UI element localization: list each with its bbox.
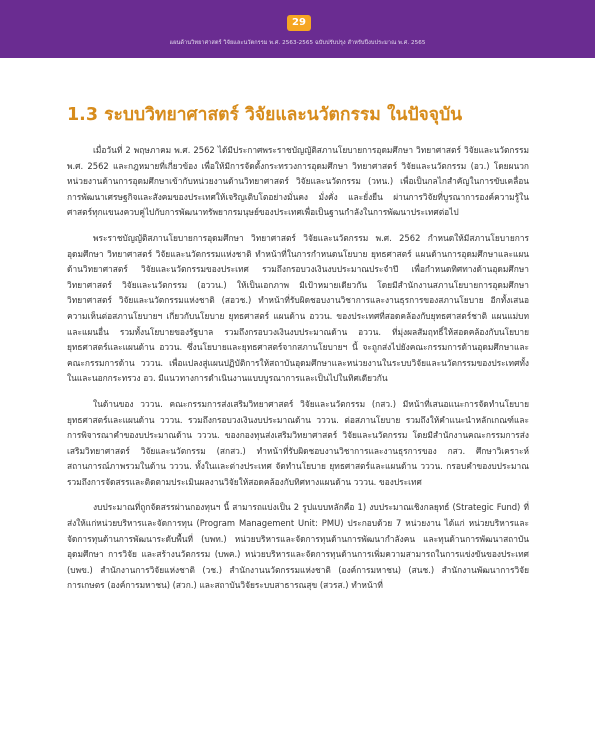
section-title: 1.3 ระบบวิทยาศาสตร์ วิจัยและนวัตกรรม ในปัจจุบัน — [67, 105, 463, 125]
page-number-badge: 29 — [287, 15, 311, 31]
document-body — [67, 143, 529, 604]
body-paragraph: เมื่อวันที่ 2 พฤษภาคม พ.ศ. 2562 ได้มีประกาศพระราชบัญญัติสภานโยบายการอุดมศึกษา วิทยาศาสตร์ วิจัยและนวัตกรรม พ.ศ. 2562 และกฎหมายที่เกี่ยวข้อง เพื่อให้มีการจัดตั้งกระทรวงการอุดมศึกษา วิทยาศาสตร์ วิจัยและนวัตกรรม (อว.) โดยผนวกหน่วยงานด้านการอุดมศึกษาเข้ากับหน่วยงานด้านวิทยาศาสตร์ วิจัยและนวัตกรรม (วทน.) เพื่อเป็นกลไกสำคัญในการขับเคลื่อนการพัฒนาเศรษฐกิจและสังคมของประเทศให้เจริญเติบโตอย่างมั่นคง มั่งคั่ง และยั่งยืน ผ่านการวิจัยที่บูรณาการองค์ความรู้ในศาสตร์ทุกแขนงควบคู่ไปกับการพัฒนาทรัพยากรมนุษย์ของประเทศเพื่อเป็นฐานกำลังในการพัฒนาประเทศต่อไป — [67, 145, 529, 218]
body-paragraph: ในด้านของ วววน. คณะกรรมการส่งเสริมวิทยาศาสตร์ วิจัยและนวัตกรรม (กสว.) มีหน้าที่เสนอแนะการจัดทำนโยบาย ยุทธศาสตร์และแผนด้าน วววน. รวมถึงกรอบวงเงินงบประมาณด้าน วววน. ต่อสภานโยบาย รวมถึงให้คำแนะนำหลักเกณฑ์และการพิจารณาคำของบประมาณด้าน วววน. ของกองทุนส่งเสริมวิทยาศาสตร์ วิจัยและนวัตกรรม โดยมีสำนักงานคณะกรรมการส่งเสริมวิทยาศาสตร์ วิจัยและนวัตกรรม (สกสว.) ทำหน้าที่รับผิดชอบงานวิชาการและงานธุรการของ กสว. ศึกษาวิเคราะห์สถานการณ์ภาพรวมในด้าน วววน. ทั้งในและต่างประเทศ จัดทำนโยบาย ยุทธศาสตร์และแผนด้าน วววน. กรอบคำของบประมาณ รวมถึงการจัดสรรและติดตามประเมินผลงานวิจัยให้สอดคล้องกับทิศทางแผนด้าน วววน. ของประเทศ — [67, 398, 529, 487]
body-paragraph: พระราชบัญญัติสภานโยบายการอุดมศึกษา วิทยาศาสตร์ วิจัยและนวัตกรรม พ.ศ. 2562 กำหนดให้มีสภานโยบายการอุดมศึกษา วิทยาศาสตร์ วิจัยและนวัตกรรมแห่งชาติ ทำหน้าที่ในการกำหนดนโยบาย ยุทธศาสตร์ แผนด้านการอุดมศึกษาและแผนด้านวิทยาศาสตร์ วิจัยและนวัตกรรมของประเทศ รวมถึงกรอบวงเงินงบประมาณประจำปี เพื่อกำหนดทิศทางด้านอุดมศึกษา วิทยาศาสตร์ วิจัยและนวัตกรรม (อววน.) ให้เป็นเอกภาพ มีเป้าหมายเดียวกัน โดยมีสำนักงานสภานโยบายการอุดมศึกษา วิทยาศาสตร์ วิจัยและนวัตกรรมแห่งชาติ (สอวช.) ทำหน้าที่รับผิดชอบงานวิชาการและงานธุรการของสภานโยบาย อีกทั้งเสนอความเห็นต่อสภานโยบายฯ เกี่ยวกับนโยบาย ยุทธศาสตร์ แผนด้าน อววน. ของประเทศที่สอดคล้องกับยุทธศาสตร์ชาติ แผนแม่บทและแผนอื่น รวมทั้งนโยบายของรัฐบาล รวมถึงกรอบวงเงินงบประมาณด้าน อววน. ที่มุ่งผลสัมฤทธิ์ให้สอดคล้องกับนโยบาย ยุทธศาสตร์และแผนด้าน อววน. ซึ่งนโยบายและยุทธศาสตร์จากสภานโยบายฯ นี้ จะถูกส่งไปยังคณะกรรมการด้านอุดมศึกษาและคณะกรรมการด้าน วววน. เพื่อแปลงสู่แผนปฏิบัติการให้สถาบันอุดมศึกษาและหน่วยงานในระบบวิจัยและนวัตกรรมของประเทศทั้งในและนอกกระทรวง อว. มีแนวทางการดำเนินงานแบบบูรณาการและเป็นไปในทิศเดียวกัน — [67, 232, 529, 384]
page-header-band — [0, 0, 595, 58]
body-paragraph: งบประมาณที่ถูกจัดสรรผ่านกองทุนฯ นี้ สามารถแบ่งเป็น 2 รูปแบบหลักคือ 1) งบประมาณเชิงกลยุทธ์ (Strategic Fund) ที่ส่งให้แก่หน่วยบริหารและจัดการทุน (Program Management Unit: PMU) ประกอบด้วย 7 หน่วยงาน ได้แก่ หน่วยบริหารและจัดการทุนด้านการพัฒนาระดับพื้นที่ (บพท.) หน่วยบริหารและจัดการทุนด้านการพัฒนากำลังคน และทุนด้านการพัฒนาสถาบันอุดมศึกษา การวิจัย และสร้างนวัตกรรม (บพค.) หน่วยบริหารและจัดการทุนด้านการเพิ่มความสามารถในการแข่งขันของประเทศ (บพข.) สำนักงานการวิจัยแห่งชาติ (วช.) สำนักงานนวัตกรรมแห่งชาติ (องค์การมหาชน) (สนช.) สำนักงานพัฒนาการวิจัยการเกษตร (องค์การมหาชน) (สวก.) และสถาบันวิจัยระบบสาธารณสุข (สวรส.) ทำหน้าที่ — [67, 502, 529, 591]
running-head: แผนด้านวิทยาศาสตร์ วิจัยและนวัตกรรม พ.ศ. 2563-2565 ฉบับปรับปรุง สำหรับปีงบประมาณ พ.ศ. 2565 — [169, 40, 426, 46]
